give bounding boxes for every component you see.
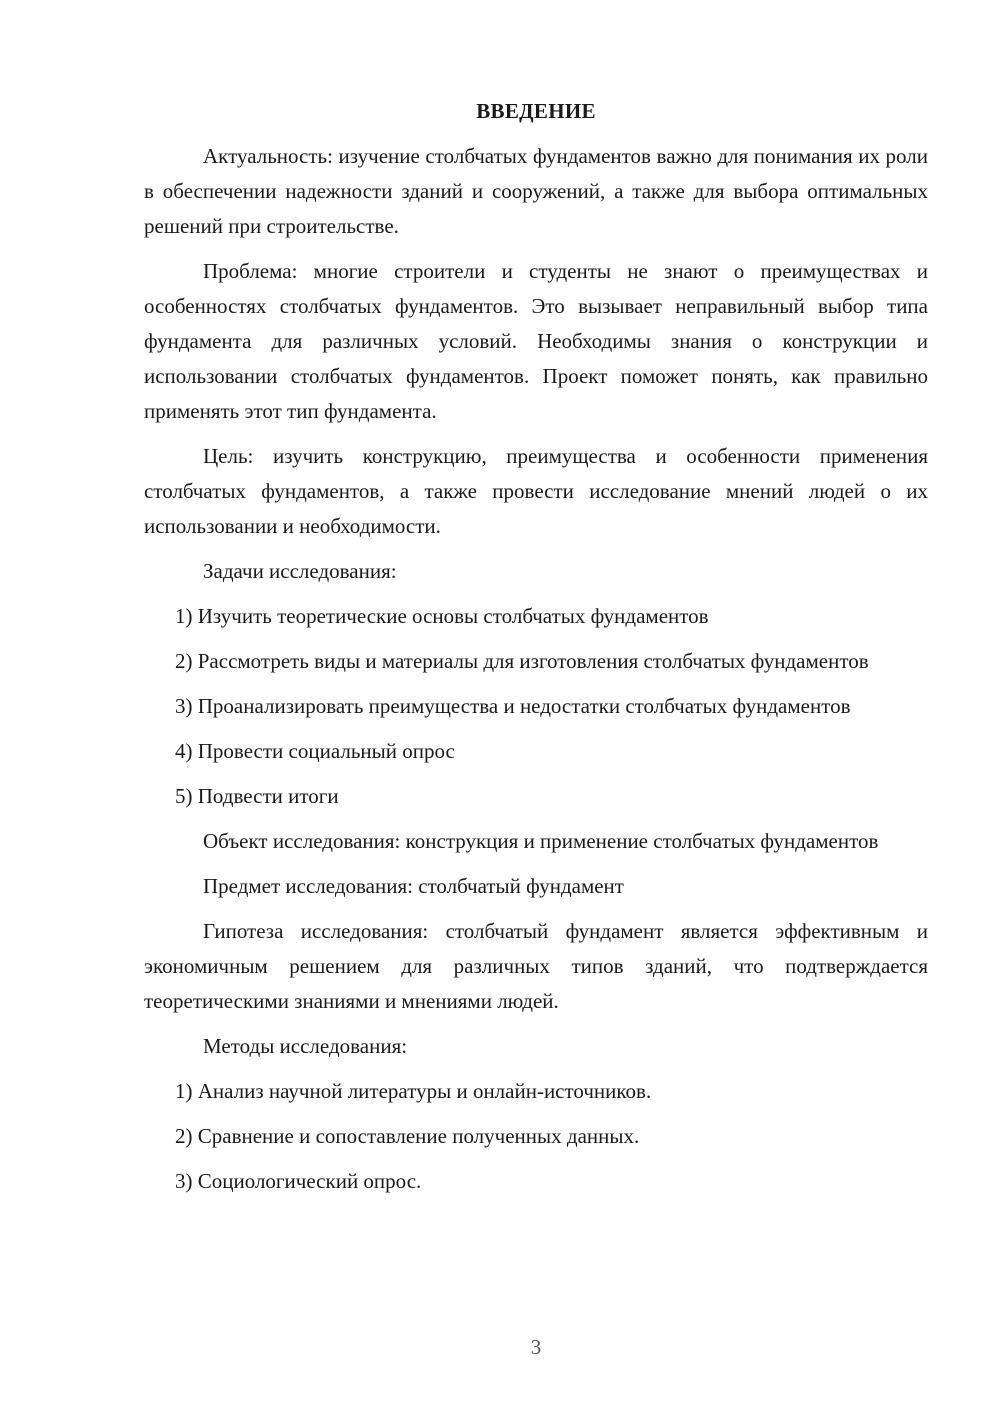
hypothesis-paragraph: Гипотеза исследования: столбчатый фундамент является эффективным и экономичным решением для различных типов зданий, что подтверждается теоретическими знаниями и мнениями людей. <box>144 919 928 1013</box>
page-number: 3 <box>530 1335 542 1359</box>
document-page <box>144 94 928 1199</box>
method-item-3: 3) Социологический опрос. <box>175 1169 422 1193</box>
method-item-1: 1) Анализ научной литературы и онлайн-источников. <box>175 1079 652 1103</box>
task-item-5: 5) Подвести итоги <box>175 784 339 808</box>
subject-paragraph: Предмет исследования: столбчатый фундамент <box>203 874 624 898</box>
goal-paragraph: Цель: изучить конструкцию, преимущества и особенности применения столбчатых фундаментов, а также провести исследование мнений людей о их использовании и необходимости. <box>144 444 928 538</box>
relevance-paragraph: Актуальность: изучение столбчатых фундаментов важно для понимания их роли в обеспечении надежности зданий и сооружений, а также для выбора оптимальных решений при строительстве. <box>144 144 928 238</box>
task-item-4: 4) Провести социальный опрос <box>175 739 455 763</box>
task-item-3: 3) Проанализировать преимущества и недостатки столбчатых фундаментов <box>175 694 851 718</box>
object-paragraph: Объект исследования: конструкция и применение столбчатых фундаментов <box>203 829 879 853</box>
method-item-2: 2) Сравнение и сопоставление полученных данных. <box>175 1124 640 1148</box>
section-title: ВВЕДЕНИЕ <box>476 99 596 123</box>
task-item-1: 1) Изучить теоретические основы столбчатых фундаментов <box>175 604 709 628</box>
methods-heading: Методы исследования: <box>203 1034 408 1058</box>
task-item-2: 2) Рассмотреть виды и материалы для изготовления столбчатых фундаментов <box>175 649 869 673</box>
problem-paragraph: Проблема: многие строители и студенты не знают о преимуществах и особенностях столбчатых фундаментов. Это вызывает неправильный выбор типа фундамента для различных условий. Необходимы знания о конструкции и использовании столбчатых фундаментов. Проект поможет понять, как правильно применять этот тип фундамента. <box>144 259 928 423</box>
tasks-heading: Задачи исследования: <box>203 559 397 583</box>
